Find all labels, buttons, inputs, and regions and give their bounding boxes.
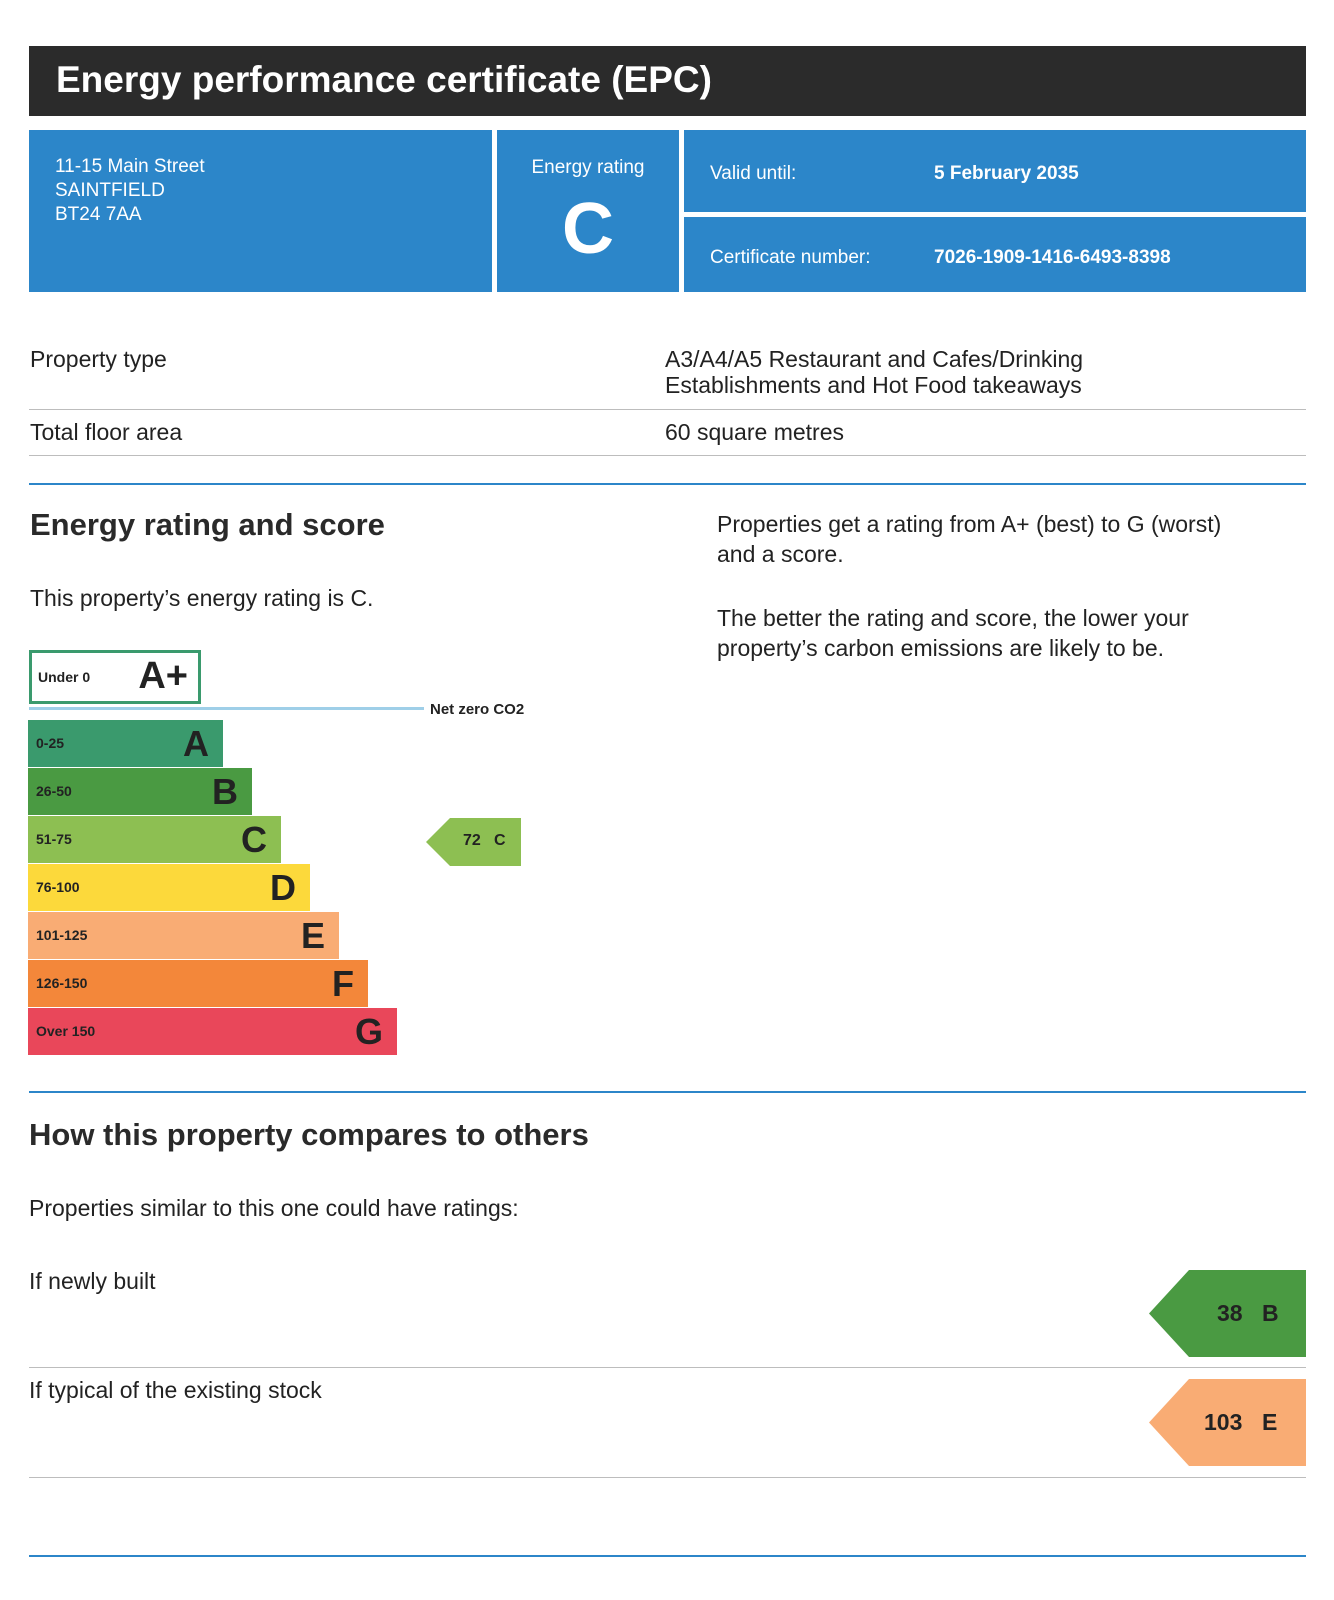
comparison-heading: How this property compares to others [29, 1117, 589, 1152]
divider [29, 1367, 1306, 1368]
divider [29, 1477, 1306, 1478]
page-title: Energy performance certificate (EPC) [56, 59, 712, 100]
valid-until-panel [684, 130, 1306, 212]
energy-rating-panel [497, 130, 679, 292]
net-zero-label: Net zero CO2 [430, 701, 525, 718]
newly-built-label: If newly built [29, 1268, 156, 1294]
band-letter: F [332, 963, 354, 1004]
existing-stock-letter: E [1262, 1409, 1278, 1435]
energy-rating-label: Energy rating [531, 157, 645, 178]
rating-info-1-line-2: and a score. [717, 541, 844, 567]
band-letter: C [241, 819, 267, 860]
valid-until-label: Valid until: [710, 163, 797, 184]
band-f [28, 960, 368, 1007]
property-type-label: Property type [30, 346, 167, 372]
section-divider [29, 483, 1306, 485]
band-letter: A+ [138, 655, 188, 697]
existing-stock-arrow [1149, 1379, 1306, 1466]
address-panel [29, 130, 492, 292]
band-range: 0-25 [36, 735, 65, 751]
newly-built-letter: B [1262, 1300, 1279, 1326]
band-range: 26-50 [36, 783, 72, 799]
band-c [28, 816, 281, 863]
band-range: 126-150 [36, 975, 88, 991]
band-letter: D [270, 867, 296, 908]
address-line-1: 11-15 Main Street [55, 156, 205, 177]
net-zero-line [29, 707, 424, 710]
comparison-intro: Properties similar to this one could have ratings: [29, 1195, 519, 1221]
newly-built-arrow [1149, 1270, 1306, 1357]
title-bar [29, 46, 1306, 116]
rating-info-2-line-1: The better the rating and score, the lower your [717, 605, 1189, 631]
valid-until-value: 5 February 2035 [934, 163, 1079, 184]
section-divider [29, 1091, 1306, 1093]
band-letter: A [183, 723, 209, 764]
band-letter: E [300, 915, 325, 956]
section-divider [29, 1555, 1306, 1557]
rating-info-2-line-2: property’s carbon emissions are likely to be. [717, 635, 1165, 661]
address-line-2: SAINTFIELD [55, 180, 165, 201]
divider [29, 455, 1306, 456]
band-range: Under 0 [38, 669, 91, 685]
band-b [28, 768, 252, 815]
property-type-value-line-2: Establishments and Hot Food takeaways [665, 372, 1082, 398]
rating-section-heading: Energy rating and score [30, 507, 385, 542]
band-a [28, 720, 223, 767]
current-rating-letter: C [494, 832, 506, 849]
band-g [28, 1008, 397, 1055]
band-range: Over 150 [36, 1023, 96, 1039]
band-d [28, 864, 310, 911]
band-aplus [29, 650, 201, 704]
band-letter: G [354, 1011, 383, 1052]
newly-built-score: 38 [1217, 1300, 1243, 1326]
current-rating-arrow [426, 818, 521, 866]
band-letter: B [212, 771, 238, 812]
energy-rating-letter: C [562, 189, 614, 269]
floor-area-label: Total floor area [30, 419, 183, 445]
band-range: 101-125 [36, 927, 88, 943]
certificate-number-label: Certificate number: [710, 247, 871, 268]
existing-stock-label: If typical of the existing stock [29, 1377, 322, 1403]
address-line-3: BT24 7AA [55, 204, 142, 225]
property-type-value-line-1: A3/A4/A5 Restaurant and Cafes/Drinking [665, 346, 1084, 372]
certificate-number-panel [684, 217, 1306, 292]
band-range: 51-75 [36, 831, 72, 847]
rating-statement: This property’s energy rating is C. [30, 585, 374, 611]
rating-info-1-line-1: Properties get a rating from A+ (best) to G (worst) [717, 511, 1222, 537]
existing-stock-score: 103 [1204, 1409, 1243, 1435]
current-rating-score: 72 [463, 832, 481, 849]
band-range: 76-100 [36, 879, 80, 895]
floor-area-value: 60 square metres [665, 419, 844, 445]
divider [29, 409, 1306, 410]
certificate-number-value: 7026-1909-1416-6493-8398 [934, 247, 1171, 268]
band-e [28, 912, 339, 959]
